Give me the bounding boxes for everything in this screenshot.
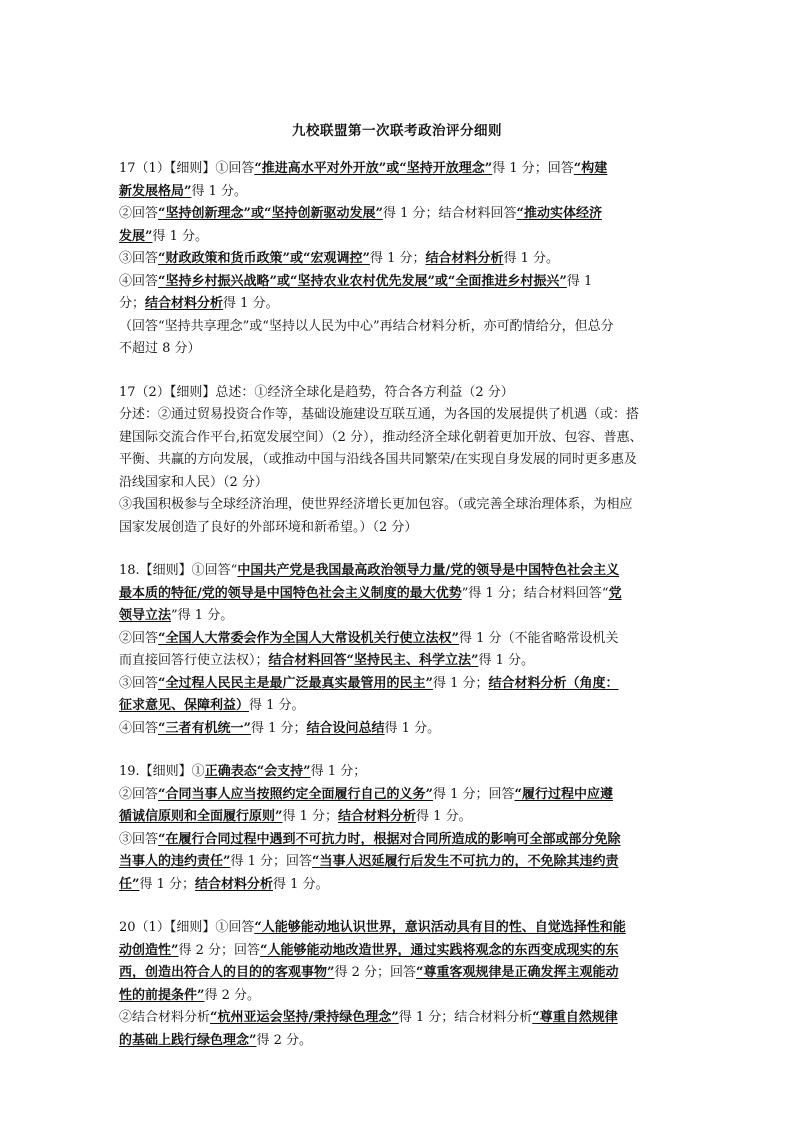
text-line xyxy=(119,338,679,361)
text-segment: 得 1 分。 xyxy=(273,876,329,892)
text-segment: 得 1 分。 xyxy=(223,296,279,311)
text-segment: 得 1 分； xyxy=(250,720,307,736)
key-phrase: 结合材料分析 xyxy=(338,809,417,824)
key-phrase: “履行过程中应遵 xyxy=(514,786,614,802)
text-segment: 而直接回答行使立法权）； xyxy=(119,653,269,668)
key-phrase: “尊重自然规律 xyxy=(532,1010,618,1025)
key-phrase: 发展” xyxy=(119,228,153,244)
text-segment: ②回答 xyxy=(119,206,159,221)
text-line xyxy=(119,985,679,1008)
text-line xyxy=(119,517,679,540)
text-line xyxy=(119,181,679,204)
key-phrase: “在履行合同过程中遇到不可抗力时，根据对合同所造成的影响可全部或部分免除 xyxy=(158,831,621,847)
text-line xyxy=(119,203,679,226)
text-segment: ”得 1 分。 xyxy=(171,608,234,623)
text-segment: ③回答 xyxy=(119,675,159,691)
key-phrase: “杭州亚运会坚持/秉持绿色理念” xyxy=(210,1010,399,1025)
key-phrase: 性的前提条件” xyxy=(119,987,205,1003)
key-phrase: 当事人的违约责任” xyxy=(119,854,231,869)
text-line xyxy=(119,718,679,741)
key-phrase: “当事人迟延履行后发生不可抗力的，不免除其违约责 xyxy=(312,854,619,869)
text-line xyxy=(119,248,679,271)
text-segment: 国家发展创造了良好的外部环境和新希望。）（2 分） xyxy=(119,519,418,535)
key-phrase: 结合设问总结 xyxy=(306,720,385,736)
text-line xyxy=(119,829,679,852)
text-segment: 17（1）【细则】①回答 xyxy=(119,161,255,176)
key-phrase: 党 xyxy=(608,585,622,601)
text-line xyxy=(119,940,679,963)
key-phrase: 结合材料分析 xyxy=(145,296,224,311)
key-phrase: 中国共产党是我国最高政治领导力量/党的领导是中国特色社会主义 xyxy=(237,563,620,578)
text-segment: 得 1 分（不能省略常设机关 xyxy=(458,630,619,646)
text-segment: ③回答 xyxy=(119,831,159,847)
key-phrase: “坚持乡村振兴战略”或“坚持农业农村优先发展”或“全面推进乡村振兴” xyxy=(158,273,567,289)
text-segment: 得 1 分；回答 xyxy=(230,854,313,869)
text-segment: 得 1 xyxy=(566,273,593,289)
key-phrase: “三者有机统一” xyxy=(158,720,251,736)
text-line xyxy=(119,226,679,249)
text-line xyxy=(119,472,679,495)
text-line xyxy=(119,271,679,294)
text-line xyxy=(119,851,679,874)
text-segment: 得 1 分。 xyxy=(478,653,535,668)
text-segment: 得 1 分；回答 xyxy=(492,161,574,176)
key-phrase: “人能够能动地认识世界，意识活动具有目的性、自觉选择性和能 xyxy=(254,920,626,935)
text-segment: 得 1 分；结合材料分析 xyxy=(398,1010,533,1025)
key-phrase: “推动实体经济 xyxy=(516,206,602,221)
text-segment: 分； xyxy=(119,296,146,311)
key-phrase: 循诚信原则和全面履行原则” xyxy=(119,809,283,824)
text-segment: 得 1 分； xyxy=(282,809,339,824)
key-phrase: 任” xyxy=(119,876,140,892)
text-line xyxy=(119,583,679,606)
text-segment: 得 1 分； xyxy=(139,876,196,892)
text-segment: 得 1 分； xyxy=(369,251,426,266)
text-line xyxy=(119,962,679,985)
text-segment: 沿线国家和人民）（2 分） xyxy=(119,474,268,490)
rule-section xyxy=(119,158,679,361)
text-line xyxy=(119,628,679,651)
text-segment: 得 2 分；回答 xyxy=(178,942,261,958)
key-phrase: “坚持创新理念”或“坚持创新驱动发展” xyxy=(158,206,383,221)
text-line xyxy=(119,1030,679,1053)
text-line xyxy=(119,158,679,181)
text-segment: 得 1 分。 xyxy=(249,698,305,713)
rule-section xyxy=(119,560,679,740)
key-phrase: 领导立法 xyxy=(119,608,172,623)
key-phrase: 西，创造出符合人的目的的客观事物” xyxy=(119,965,335,980)
text-line xyxy=(119,806,679,829)
text-line xyxy=(119,449,679,472)
text-line xyxy=(119,382,679,405)
text-segment: 得 1 分；结合材料回答 xyxy=(382,206,517,221)
key-phrase: “全国人大常委会作为全国人大常设机关行使立法权” xyxy=(158,630,459,646)
text-segment: 19.【细则】① xyxy=(119,764,205,779)
text-segment: 得 1 分。 xyxy=(384,720,441,736)
key-phrase: 动创造性” xyxy=(119,942,179,958)
page-title: 九校联盟第一次联考政治评分细则 xyxy=(292,123,502,139)
key-phrase: 结合材料分析（角度： xyxy=(488,675,619,691)
text-segment: ②回答 xyxy=(119,630,159,646)
text-segment: 得 1 分。 xyxy=(152,228,209,244)
text-line xyxy=(119,761,679,784)
key-phrase: 正确表态“会支持” xyxy=(204,764,311,779)
text-line xyxy=(119,673,679,696)
text-segment: ”得 1 分；结合材料回答“ xyxy=(461,585,609,601)
key-phrase: 新发展格局” xyxy=(119,183,192,199)
text-segment: 得 1 分。 xyxy=(191,183,248,199)
key-phrase: “全过程人民民主是最广泛最真实最管用的民主” xyxy=(158,675,433,691)
text-segment: 得 2 分；回答 xyxy=(334,965,417,980)
key-phrase: “推进高水平对外开放”或“坚持开放理念” xyxy=(254,161,493,176)
text-segment: 20（1）【细则】①回答 xyxy=(119,920,255,935)
text-segment: 18.【细则】①回答“ xyxy=(119,563,238,578)
key-phrase: “合同当事人应当按照约定全面履行自己的义务” xyxy=(158,786,433,802)
text-line xyxy=(119,1007,679,1030)
text-segment: 得 2 分。 xyxy=(204,987,261,1003)
rule-section xyxy=(119,917,679,1052)
text-segment: ④回答 xyxy=(119,273,159,289)
text-segment: ②回答 xyxy=(119,786,159,802)
text-line xyxy=(119,404,679,427)
text-segment: 得 1 分；回答 xyxy=(432,786,515,802)
key-phrase: 的基础上践行绿色理念” xyxy=(119,1032,257,1048)
text-segment: 平衡、共赢的方向发展，（或推动中国与沿线各国共同繁荣/在实现自身发展的同时更多惠及 xyxy=(119,452,637,467)
text-line xyxy=(119,494,679,517)
text-line xyxy=(119,695,679,718)
rule-section xyxy=(119,382,679,540)
key-phrase: “构建 xyxy=(573,161,608,176)
text-line xyxy=(119,605,679,628)
key-phrase: “人能够能动地改造世界，通过实践将观念的东西变成现实的东 xyxy=(260,942,619,958)
text-line xyxy=(119,427,679,450)
text-line xyxy=(119,293,679,316)
text-segment: 得 1 分。 xyxy=(416,809,472,824)
key-phrase: 征求意见、保障利益） xyxy=(119,698,250,713)
text-segment: 得 1 分。 xyxy=(503,251,560,266)
text-segment: 分述：②通过贸易投资合作等，基础设施建设互联互通，为各国的发展提供了机遇（或：搭 xyxy=(119,407,640,422)
text-line xyxy=(119,874,679,897)
key-phrase: 结合材料分析 xyxy=(425,251,504,266)
text-segment: ③我国积极参与全球经济治理，使世界经济增长更加包容。（或完善全球治理体系，为相应 xyxy=(119,497,633,512)
text-segment: 得 1 分； xyxy=(310,764,367,779)
text-segment: ③回答 xyxy=(119,251,159,266)
text-line xyxy=(119,650,679,673)
rule-section xyxy=(119,761,679,896)
text-line xyxy=(119,917,679,940)
text-segment: 得 2 分。 xyxy=(256,1032,313,1048)
document-body xyxy=(119,158,679,1073)
text-segment: 建国际交流合作平台,拓宽发展空间）（2 分），推动经济全球化朝着更加开放、包容、普惠、 xyxy=(119,429,643,445)
text-line xyxy=(119,560,679,583)
text-segment: ②结合材料分析 xyxy=(119,1010,211,1025)
text-line xyxy=(119,784,679,807)
key-phrase: 最本质的特征/党的领导是中国特色社会主义制度的最大优势 xyxy=(119,585,462,601)
key-phrase: “财政政策和货币政策”或“宏观调控” xyxy=(158,251,370,266)
text-segment: 得 1 分； xyxy=(432,675,489,691)
key-phrase: 结合材料分析 xyxy=(195,876,274,892)
text-line xyxy=(119,316,679,339)
text-segment: 17（2）【细则】总述：①经济全球化是趋势，符合各方利益（2 分） xyxy=(119,384,514,400)
key-phrase: 结合材料回答“坚持民主、科学立法” xyxy=(268,653,479,668)
text-segment: ④回答 xyxy=(119,720,159,736)
text-segment: （回答“坚持共享理念”或“坚持以人民为中心”再结合材料分析，亦可酌情给分，但总分 xyxy=(119,318,614,334)
key-phrase: “尊重客观规律是正确发挥主观能动 xyxy=(416,965,619,980)
text-segment: 不超过 8 分） xyxy=(119,341,201,356)
